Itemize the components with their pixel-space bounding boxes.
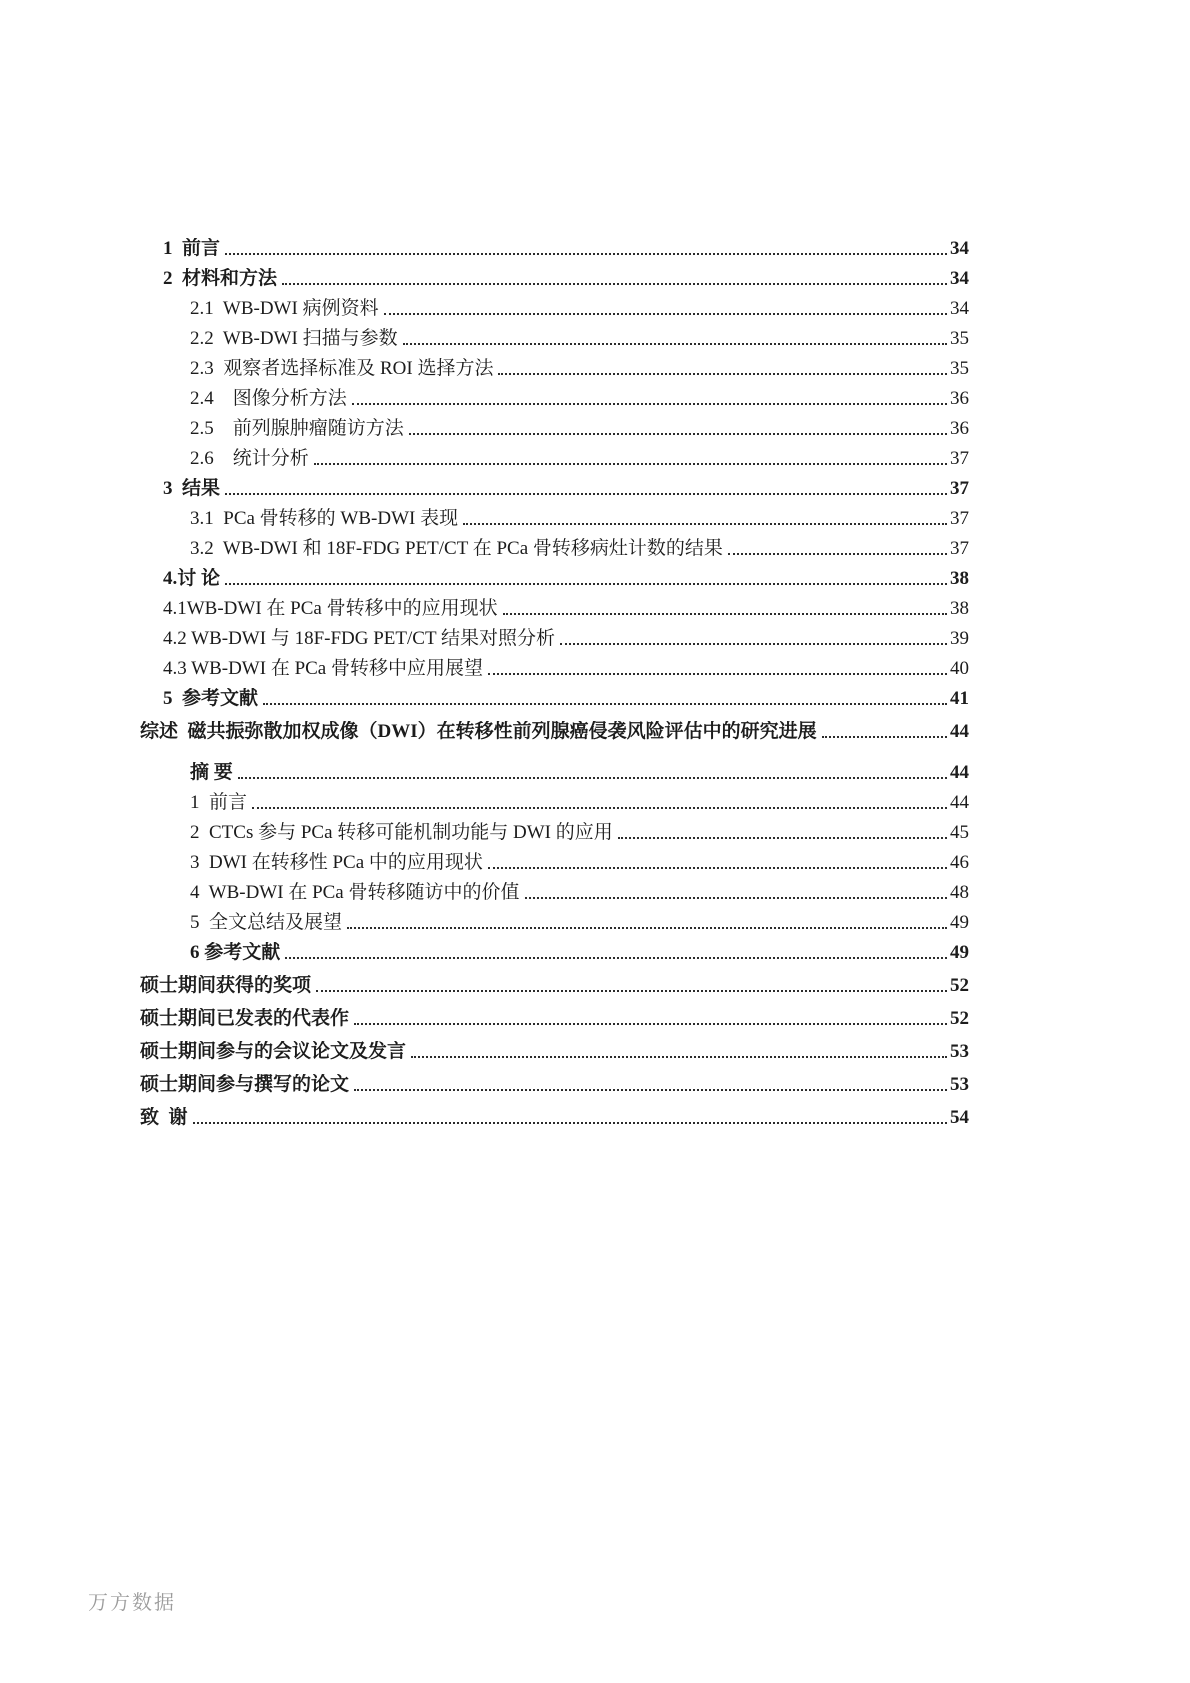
toc-entry [140,688,969,709]
toc-entry-page-number: 49 [950,942,969,963]
dot-leader [411,1056,947,1058]
toc-entry-page-number: 34 [950,238,969,259]
toc-entry [140,418,969,439]
toc-entry-label: 5 全文总结及展望 [190,912,343,933]
toc-entry-label: 2.3 观察者选择标准及 ROI 选择方法 [190,358,494,379]
toc-entry-label: 4.3 WB-DWI 在 PCa 骨转移中应用展望 [163,658,483,679]
dot-leader [225,493,947,495]
dot-leader [503,613,947,615]
dot-leader [488,867,947,869]
toc-entry [140,762,969,783]
toc-entry-page-number: 38 [950,598,969,619]
toc-entry-label: 2.5 前列腺肿瘤随访方法 [190,418,404,439]
toc-entry [140,598,969,619]
toc-entry [140,975,969,996]
toc-entry-page-number: 37 [950,538,969,559]
toc-entry-page-number: 46 [950,852,969,873]
toc-entry-label: 硕士期间已发表的代表作 [140,1008,350,1029]
dot-leader [354,1023,947,1025]
toc-entry [140,478,969,499]
toc-entry-page-number: 53 [950,1074,969,1095]
dot-leader [193,1122,947,1124]
toc-entry-label: 2.1 WB-DWI 病例资料 [190,298,379,319]
toc-entry-page-number: 49 [950,912,969,933]
toc-entry-label: 硕士期间参与的会议论文及发言 [140,1041,407,1062]
toc-entry-page-number: 34 [950,298,969,319]
toc-entry-page-number: 52 [950,975,969,996]
toc-entry [140,388,969,409]
toc-entry [140,268,969,289]
table-of-contents [140,238,969,1137]
toc-entry-label: 3 结果 [163,478,221,499]
toc-entry [140,912,969,933]
toc-entry-page-number: 44 [950,792,969,813]
toc-entry-label: 2.4 图像分析方法 [190,388,347,409]
dot-leader [463,523,947,525]
toc-entry [140,721,969,742]
toc-entry-page-number: 48 [950,882,969,903]
toc-entry-label: 1 前言 [163,238,221,259]
toc-entry-label: 2 CTCs 参与 PCa 转移可能机制功能与 DWI 的应用 [190,822,613,843]
toc-entry-label: 5 参考文献 [163,688,259,709]
toc-entry-page-number: 39 [950,628,969,649]
dot-leader [316,990,947,992]
dot-leader [347,927,947,929]
toc-entry-page-number: 40 [950,658,969,679]
dot-leader [384,313,947,315]
dot-leader [728,553,947,555]
toc-entry-label: 致 谢 [140,1107,188,1128]
dot-leader [263,703,947,705]
dot-leader [525,897,948,899]
toc-entry-label: 4.讨 论 [163,568,221,589]
toc-entry [140,1107,969,1128]
dot-leader [252,807,947,809]
toc-entry-label: 1 前言 [190,792,248,813]
toc-entry-label: 2.2 WB-DWI 扫描与参数 [190,328,398,349]
dot-leader [403,343,947,345]
dot-leader [352,403,947,405]
dot-leader [822,736,947,738]
toc-entry-label: 3.2 WB-DWI 和 18F-FDG PET/CT 在 PCa 骨转移病灶计数的结果 [190,538,723,559]
toc-entry-page-number: 35 [950,328,969,349]
dot-leader [225,253,947,255]
toc-entry [140,538,969,559]
toc-entry-label: 3.1 PCa 骨转移的 WB-DWI 表现 [190,508,459,529]
toc-entry-label: 3 DWI 在转移性 PCa 中的应用现状 [190,852,483,873]
toc-entry [140,298,969,319]
toc-entry-label: 4.1WB-DWI 在 PCa 骨转移中的应用现状 [163,598,498,619]
toc-entry-page-number: 36 [950,418,969,439]
toc-entry-page-number: 45 [950,822,969,843]
toc-entry [140,658,969,679]
toc-entry [140,358,969,379]
dot-leader [238,777,947,779]
toc-entry [140,508,969,529]
dot-leader [409,433,947,435]
dot-leader [282,283,947,285]
toc-entry [140,1008,969,1029]
toc-entry-page-number: 54 [950,1107,969,1128]
toc-entry-page-number: 35 [950,358,969,379]
toc-entry [140,1041,969,1062]
toc-entry-page-number: 38 [950,568,969,589]
toc-entry-page-number: 34 [950,268,969,289]
watermark: 万方数据 [88,1592,176,1614]
toc-entry [140,792,969,813]
toc-entry-page-number: 36 [950,388,969,409]
dot-leader [225,583,947,585]
toc-entry [140,822,969,843]
toc-entry [140,882,969,903]
dot-leader [314,463,947,465]
dot-leader [488,673,947,675]
toc-entry [140,852,969,873]
toc-entry-page-number: 53 [950,1041,969,1062]
toc-entry-label: 4 WB-DWI 在 PCa 骨转移随访中的价值 [190,882,520,903]
toc-entry-page-number: 44 [950,762,969,783]
dot-leader [560,643,947,645]
toc-entry [140,238,969,259]
toc-entry-page-number: 37 [950,448,969,469]
toc-entry-page-number: 52 [950,1008,969,1029]
toc-entry-label: 4.2 WB-DWI 与 18F-FDG PET/CT 结果对照分析 [163,628,555,649]
toc-entry-label: 2.6 统计分析 [190,448,309,469]
dot-leader [498,373,947,375]
toc-entry [140,628,969,649]
toc-entry-label: 2 材料和方法 [163,268,278,289]
toc-entry-label: 硕士期间参与撰写的论文 [140,1074,350,1095]
toc-entry [140,568,969,589]
toc-entry-page-number: 37 [950,508,969,529]
dot-leader [285,957,947,959]
toc-entry-label: 摘 要 [190,762,233,783]
dot-leader [354,1089,947,1091]
toc-entry-page-number: 41 [950,688,969,709]
toc-entry [140,328,969,349]
toc-entry-label: 硕士期间获得的奖项 [140,975,312,996]
toc-entry-label: 6 参考文献 [190,942,281,963]
toc-entry [140,942,969,963]
toc-entry [140,448,969,469]
toc-entry [140,1074,969,1095]
toc-entry-label: 综述 磁共振弥散加权成像（DWI）在转移性前列腺癌侵袭风险评估中的研究进展 [140,721,817,742]
dot-leader [618,837,947,839]
toc-entry-page-number: 37 [950,478,969,499]
toc-entry-page-number: 44 [950,721,969,742]
